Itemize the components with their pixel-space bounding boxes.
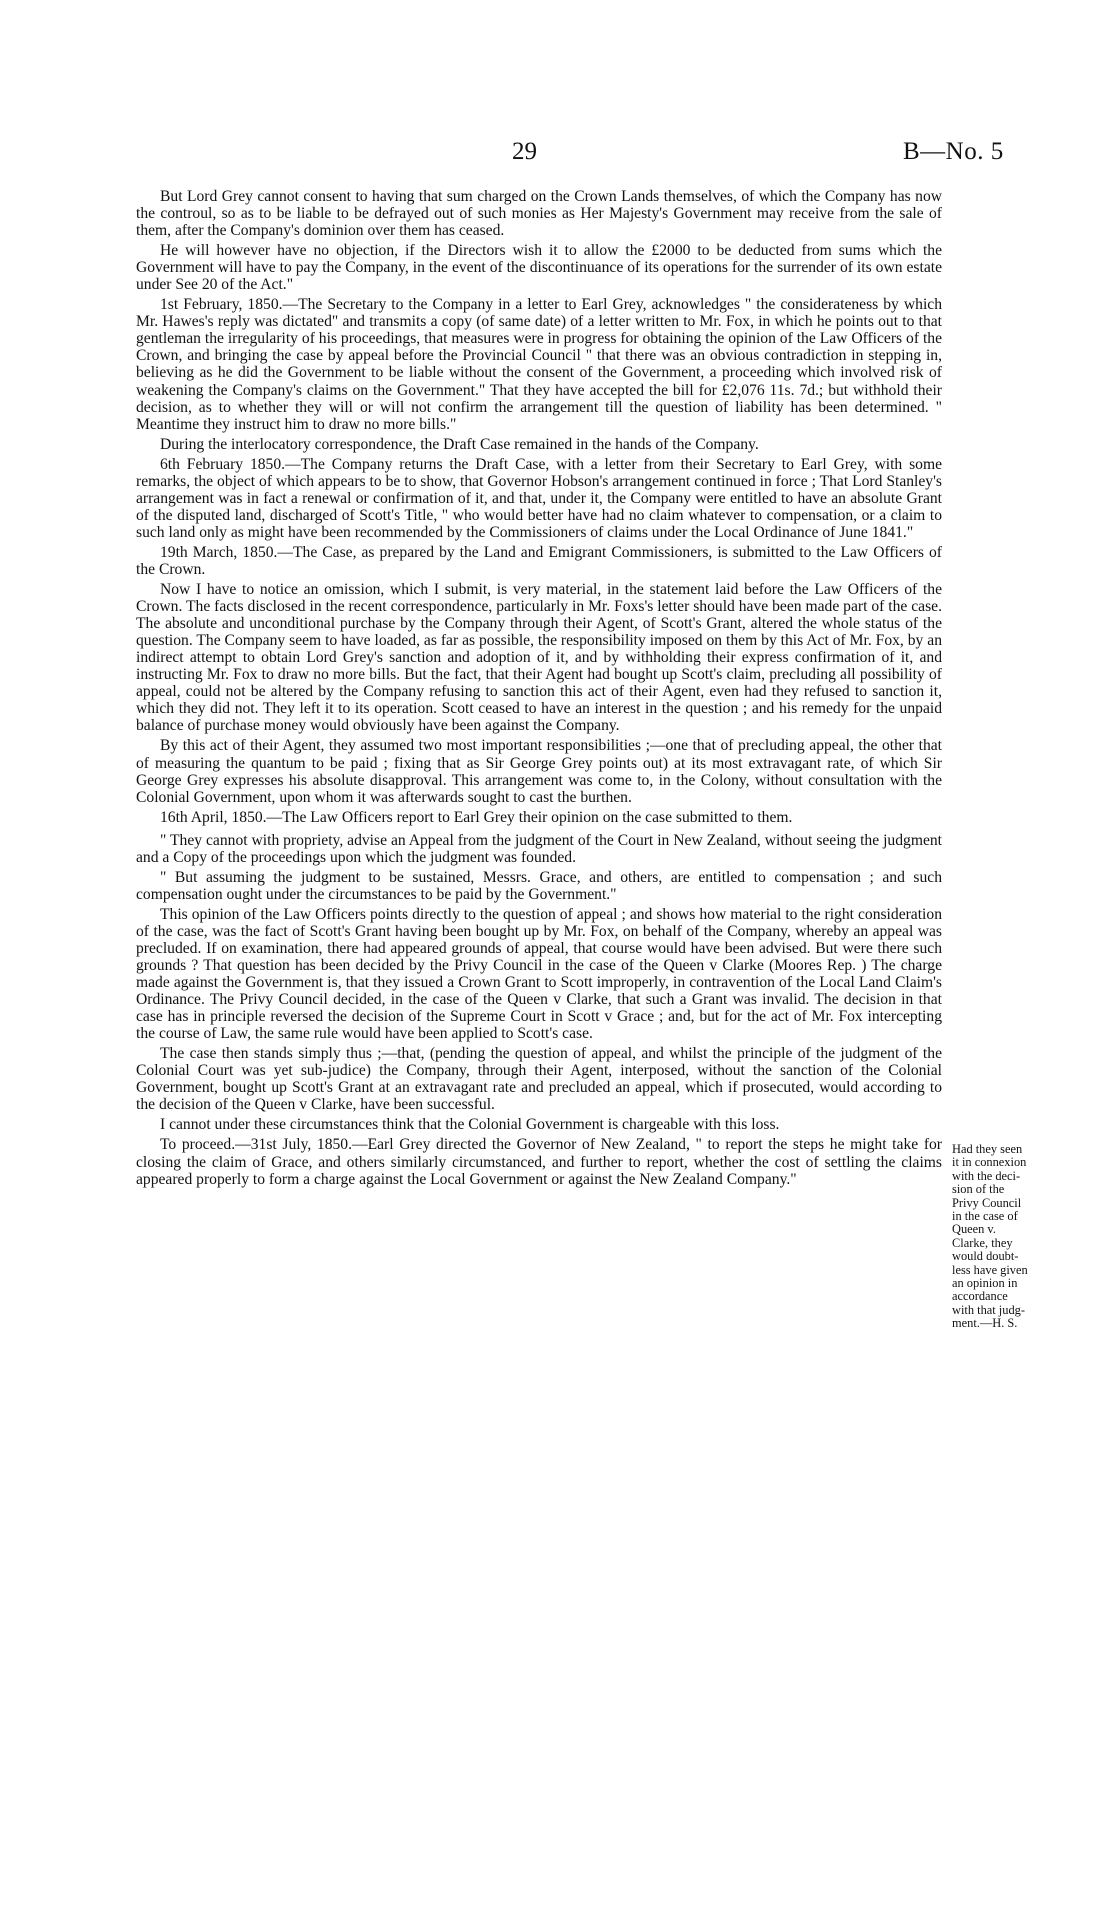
margin-note-line: ment.—H. S. [952,1316,1018,1331]
margin-note-line: Clarke, they [952,1235,1013,1250]
page-number: 29 [512,138,537,165]
margin-note-line: it in connexion [952,1155,1027,1170]
quoted-paragraph: " But assuming the judgment to be sustained, Messrs. Grace, and others, are entitled to compensation ; and such compensation ought under the circumstances to be paid by the Government." [136,868,942,903]
paragraph: He will however have no objection, if the Directors wish it to allow the £2000 to be deducted from sums which the Government will have to pay the Company, in the event of the discontinuance of its operations for the surrender of its own estate under See 20 of the Act." [136,242,942,294]
page-header [0,138,1114,178]
paragraph: 6th February 1850.—The Company returns the Draft Case, with a letter from their Secretary to Earl Grey, with some remarks, the object of which appears to be to show, that Governor Hobson's arrangement continued in force ; That Lord Stanley's arrangement was in fact a renewal or confirmation of it, and that, under it, the Company were entitled to have an absolute Grant of the disputed land, discharged of Scott's Title, " who would better have had no claim whatever to compensation, or a claim to such land only as might have been recommended by the Commissioners of claims under the Local Ordinance of June 1841." [136,455,942,541]
paragraph: By this act of their Agent, they assumed two most important responsibilities ;—one that of precluding appeal, the other that of measuring the quantum to be paid ; fixing that as Sir George Grey points out) at its most extravagant rate, of which Sir George Grey expresses his absolute disapproval. This arrangement was come to, in the Colony, without consultation with the Colonial Government, upon whom it was afterwards sought to cast the burthen. [136,737,942,806]
paragraph: 19th March, 1850.—The Case, as prepared by the Land and Emigrant Commissioners, is submitted to the Law Officers of the Crown. [136,543,942,578]
paragraph: The case then stands simply thus ;—that, (pending the question of appeal, and whilst the principle of the judgment of the Colonial Court was yet sub-judice) the Company, through their Agent, interposed, without the sanction of the Colonial Government, bought up Scott's Grant at an extravagant rate and precluded an appeal, which if prosecuted, would according to the decision of the Queen v Clarke, have been successful. [136,1045,942,1114]
margin-note-line: Queen v. [952,1222,996,1237]
margin-note-line: Had they seen [952,1142,1023,1156]
paragraph: Now I have to notice an omission, which I submit, is very material, in the statement laid before the Law Officers of the Crown. The facts disclosed in the recent correspondence, particularly in Mr. Foxs's letter should have been made part of the case. The absolute and unconditional purchase by the Company through their Agent, of Scott's Grant, altered the whole status of the question. The Company seem to have loaded, as far as possible, the responsibility imposed on them by this Act of Mr. Fox, by an indirect attempt to obtain Lord Grey's sanction and adoption of it, and by withholding their express confirmation of it, and instructing Mr. Fox to draw no more bills. But the fact, that their Agent had bought up Scott's claim, precluding all possibility of appeal, could not be altered by the Company refusing to sanction this act of their Agent, even had they refused to sanction it, which they did not. They left it to its operation. Scott ceased to have an interest in the question ; and his remedy for the unpaid balance of purchase money would obviously have been against the Company. [136,581,942,735]
margin-note-line: would doubt- [952,1249,1019,1264]
paragraph: I cannot under these circumstances think that the Colonial Government is chargeable with this loss. [160,1116,780,1134]
margin-note-line: Privy Council [952,1195,1022,1210]
paragraph: 16th April, 1850.—The Law Officers report to Earl Grey their opinion on the case submitted to them. [160,808,793,826]
paragraph: 1st February, 1850.—The Secretary to the Company in a letter to Earl Grey, acknowledges " the considerateness by which Mr. Hawes's reply was dictated" and transmits a copy (of same date) of a letter written to Mr. Fox, in which he points out to that gentleman the irregularity of his proceedings, that measures were in progress for obtaining the opinion of the Law Officers of the Crown, and bringing the case by appeal before the Provincial Council " that there was an obvious contradiction in stepping in, believing as he did the Government to be liable without the consent of the Government, a proceeding which involved risk of weakening the Company's claims on the Government." That they have accepted the bill for £2,076 11s. 7d.; but withhold their decision, as to whether they will or will not confirm the arrangement till the question of liability has been determined. " Meantime they instruct him to draw no more bills." [136,296,942,433]
body-text [136,188,942,1191]
paragraph: This opinion of the Law Officers points directly to the question of appeal ; and shows how material to the right consideration of the case, was the fact of Scott's Grant having been bought up by Mr. Fox, on behalf of the Company, whereby an appeal was precluded. If on examination, there had appeared grounds of appeal, that course would have been advised. But were there such grounds ? That question has been decided by the Privy Council in the case of the Queen v Clarke (Moores Rep. ) The charge made against the Government is, that they issued a Crown Grant to Scott improperly, in contravention of the Local Land Claim's Ordinance. The Privy Council decided, in the case of the Queen v Clarke, that such a Grant was invalid. The decision in that case has in principle reversed the decision of the Supreme Court in Scott v Grace ; and, but for the act of Mr. Fox intercepting the course of Law, the same rule would have been applied to Scott's case. [136,905,942,1043]
margin-note-line: in the case of [952,1209,1018,1224]
margin-note-line: accordance [952,1289,1008,1304]
margin-note-line: sion of the [952,1182,1005,1197]
margin-note-line: less have given [952,1262,1028,1277]
paragraph: To proceed.—31st July, 1850.—Earl Grey directed the Governor of New Zealand, " to report the steps he might take for closing the claim of Grace, and others similarly circumstanced, and further to report, whether the cost of settling the claims appeared properly to form a charge against the Local Government or against the New Zealand Company." [136,1136,942,1188]
paragraph: During the interlocatory correspondence, the Draft Case remained in the hands of the Company. [160,435,759,453]
margin-note [952,1143,1056,1331]
paragraph: But Lord Grey cannot consent to having that sum charged on the Crown Lands themselves, of which the Company has now the controul, so as to be liable to be defrayed out of such monies as Her Majesty's Government may receive from the sale of them, after the Company's dominion over them has ceased. [136,188,942,240]
margin-note-line: with the deci- [952,1168,1021,1183]
margin-note-line: an opinion in [952,1276,1018,1291]
margin-note-line: with that judg- [952,1302,1025,1317]
quoted-paragraph: " They cannot with propriety, advise an Appeal from the judgment of the Court in New Zealand, without seeing the judgment and a Copy of the proceedings upon which the judgment was founded. [136,831,942,866]
document-reference: B—No. 5 [903,138,1004,165]
